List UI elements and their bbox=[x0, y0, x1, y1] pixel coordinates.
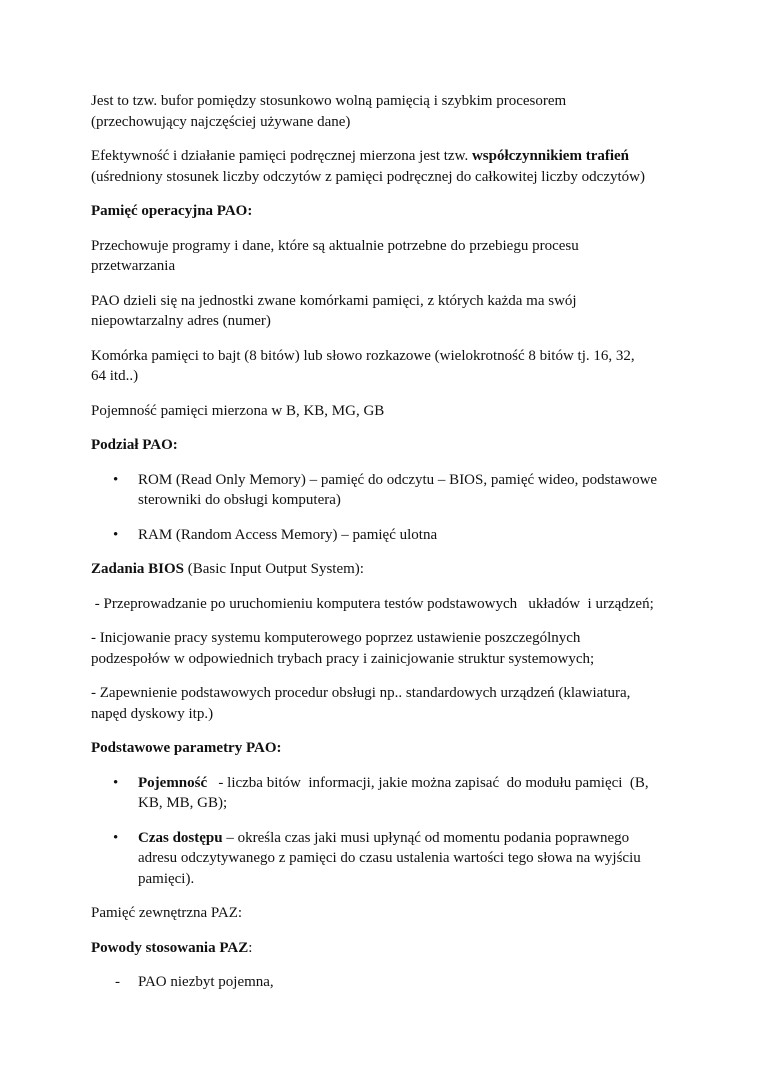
pao-divides-line-2: niepowtarzalny adres (numer) bbox=[91, 313, 271, 329]
param-access-line-1: – określa czas jaki musi upłynąć od momentu podania poprawnego bbox=[222, 829, 630, 846]
pao-heading: Pamięć operacyjna PAO: bbox=[91, 203, 253, 219]
bios-task-3-line-1: - Zapewnienie podstawowych procedur obsługi np.. standardowych urządzeń (klawiatura, bbox=[91, 685, 631, 701]
param-term-access-time: Czas dostępu bbox=[138, 829, 223, 846]
pao-cell-line-2: 64 itd..) bbox=[91, 368, 139, 384]
paz-reasons-heading-bold: Powody stosowania PAZ bbox=[91, 939, 249, 956]
bios-heading-rest: (Basic Input Output System): bbox=[183, 561, 364, 577]
pao-cell-line-1: Komórka pamięci to bajt (8 bitów) lub słowo rozkazowe (wielokrotność 8 bitów tj. 16, 32, bbox=[91, 347, 635, 364]
list-item bbox=[91, 773, 681, 814]
bullet-marker: • bbox=[113, 526, 119, 543]
bios-task-2-line-2: podzespołów w odpowiednich trybach pracy i zainicjowanie struktur systemowych; bbox=[91, 650, 595, 667]
param-capacity-line-1: - liczba bitów informacji, jakie można zapisać do modułu pamięci (B, bbox=[207, 774, 649, 791]
intro-line-2: (przechowujący najczęściej używane dane) bbox=[91, 113, 351, 130]
bios-task-1: - Przeprowadzanie po uruchomieniu komputera testów podstawowych układów i urządzeń; bbox=[91, 595, 654, 612]
efficiency-paragraph bbox=[91, 146, 681, 187]
dash-marker: - bbox=[115, 974, 120, 990]
param-access-line-2: adresu odczytywanego z pamięci do czasu ustalenia wartości tego słowa na wyjściu bbox=[138, 850, 641, 866]
list-item bbox=[91, 972, 681, 993]
efficiency-line-2: (uśredniony stosunek liczby odczytów z pamięci podręcznej do całkowitej liczby odczytów) bbox=[91, 168, 645, 185]
paz-title: Pamięć zewnętrzna PAZ: bbox=[91, 905, 243, 921]
paz-reasons-heading bbox=[91, 938, 681, 959]
bios-task-2 bbox=[91, 628, 681, 669]
params-heading: Podstawowe parametry PAO: bbox=[91, 740, 282, 756]
pao-cell-paragraph bbox=[91, 346, 681, 387]
rom-line-2: sterowniki do obsługi komputera) bbox=[138, 492, 341, 508]
intro-paragraph bbox=[91, 91, 681, 132]
rom-line-1: ROM (Read Only Memory) – pamięć do odczytu – BIOS, pamięć wideo, podstawowe bbox=[138, 471, 658, 488]
paz-reasons-list bbox=[91, 972, 681, 993]
param-access-line-3: pamięci). bbox=[138, 870, 195, 887]
bios-task-3-line-2: napęd dyskowy itp.) bbox=[91, 705, 214, 722]
efficiency-term: współczynnikiem trafień bbox=[471, 148, 630, 164]
paz-reason-text: PAO niezbyt pojemna, bbox=[138, 974, 274, 990]
list-item bbox=[91, 828, 681, 890]
pao-capacity-paragraph: Pojemność pamięci mierzona w B, KB, MG, GB bbox=[91, 402, 385, 419]
pao-divides-line-1: PAO dzieli się na jednostki zwane komórkami pamięci, z których każda ma swój bbox=[91, 292, 577, 309]
bullet-marker: • bbox=[113, 829, 119, 846]
bios-heading-bold: Zadania BIOS bbox=[91, 561, 184, 577]
bios-task-3 bbox=[91, 683, 681, 724]
pao-stores-paragraph bbox=[91, 236, 681, 277]
param-term-capacity: Pojemność bbox=[138, 774, 208, 791]
pao-divides-paragraph bbox=[91, 291, 681, 332]
division-list bbox=[91, 470, 681, 546]
intro-line-1: Jest to tzw. bufor pomiędzy stosunkowo wolną pamięcią i szybkim procesorem bbox=[91, 93, 567, 109]
efficiency-line-1-text: Efektywność i działanie pamięci podręcznej mierzona jest tzw. bbox=[91, 148, 472, 164]
list-item bbox=[91, 525, 681, 546]
paz-reasons-heading-rest: : bbox=[248, 939, 253, 956]
division-heading: Podział PAO: bbox=[91, 437, 178, 453]
params-list bbox=[91, 773, 681, 890]
document-page bbox=[91, 91, 681, 993]
list-item bbox=[91, 470, 681, 511]
bullet-marker: • bbox=[113, 774, 119, 791]
bullet-marker: • bbox=[113, 471, 119, 488]
bios-task-2-line-1: - Inicjowanie pracy systemu komputerowego poprzez ustawienie poszczególnych bbox=[91, 630, 581, 646]
pao-stores-line-1: Przechowuje programy i dane, które są aktualnie potrzebne do przebiegu procesu bbox=[91, 237, 579, 254]
param-capacity-line-2: KB, MB, GB); bbox=[138, 795, 228, 811]
bios-heading bbox=[91, 559, 681, 580]
pao-stores-line-2: przetwarzania bbox=[91, 258, 176, 274]
ram-line-1: RAM (Random Access Memory) – pamięć ulotna bbox=[138, 526, 438, 543]
